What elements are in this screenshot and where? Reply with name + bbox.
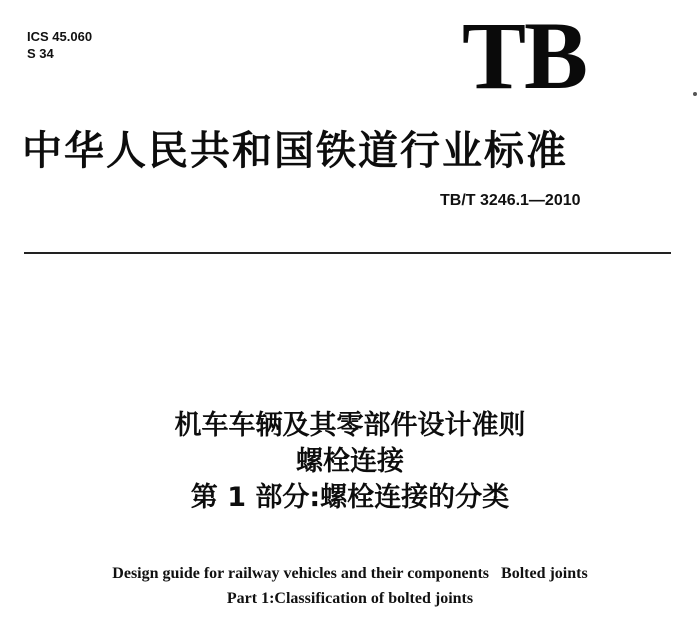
english-title xyxy=(0,561,700,611)
chinese-title-line-2: 螺栓连接 xyxy=(296,446,404,477)
chinese-title-line-1: 机车车辆及其零部件设计准则 xyxy=(174,410,526,441)
tb-logo: TB xyxy=(462,2,587,109)
standard-category-heading: 中华人民共和国铁道行业标准 xyxy=(22,128,568,174)
chinese-title xyxy=(0,408,700,516)
header-divider xyxy=(24,252,671,254)
english-title-line-2: Part 1:Classification of bolted joints xyxy=(226,590,474,607)
english-title-line-1: Design guide for railway vehicles and their components Bolted joints xyxy=(112,565,588,582)
ccs-code: S 34 xyxy=(27,46,54,61)
scan-speck xyxy=(693,92,697,96)
chinese-title-line-3: 第 1 部分:螺栓连接的分类 xyxy=(190,482,510,513)
ics-code: ICS 45.060 xyxy=(27,29,93,44)
document-number: TB/T 3246.1—2010 xyxy=(440,192,581,209)
classification-codes xyxy=(27,28,92,62)
